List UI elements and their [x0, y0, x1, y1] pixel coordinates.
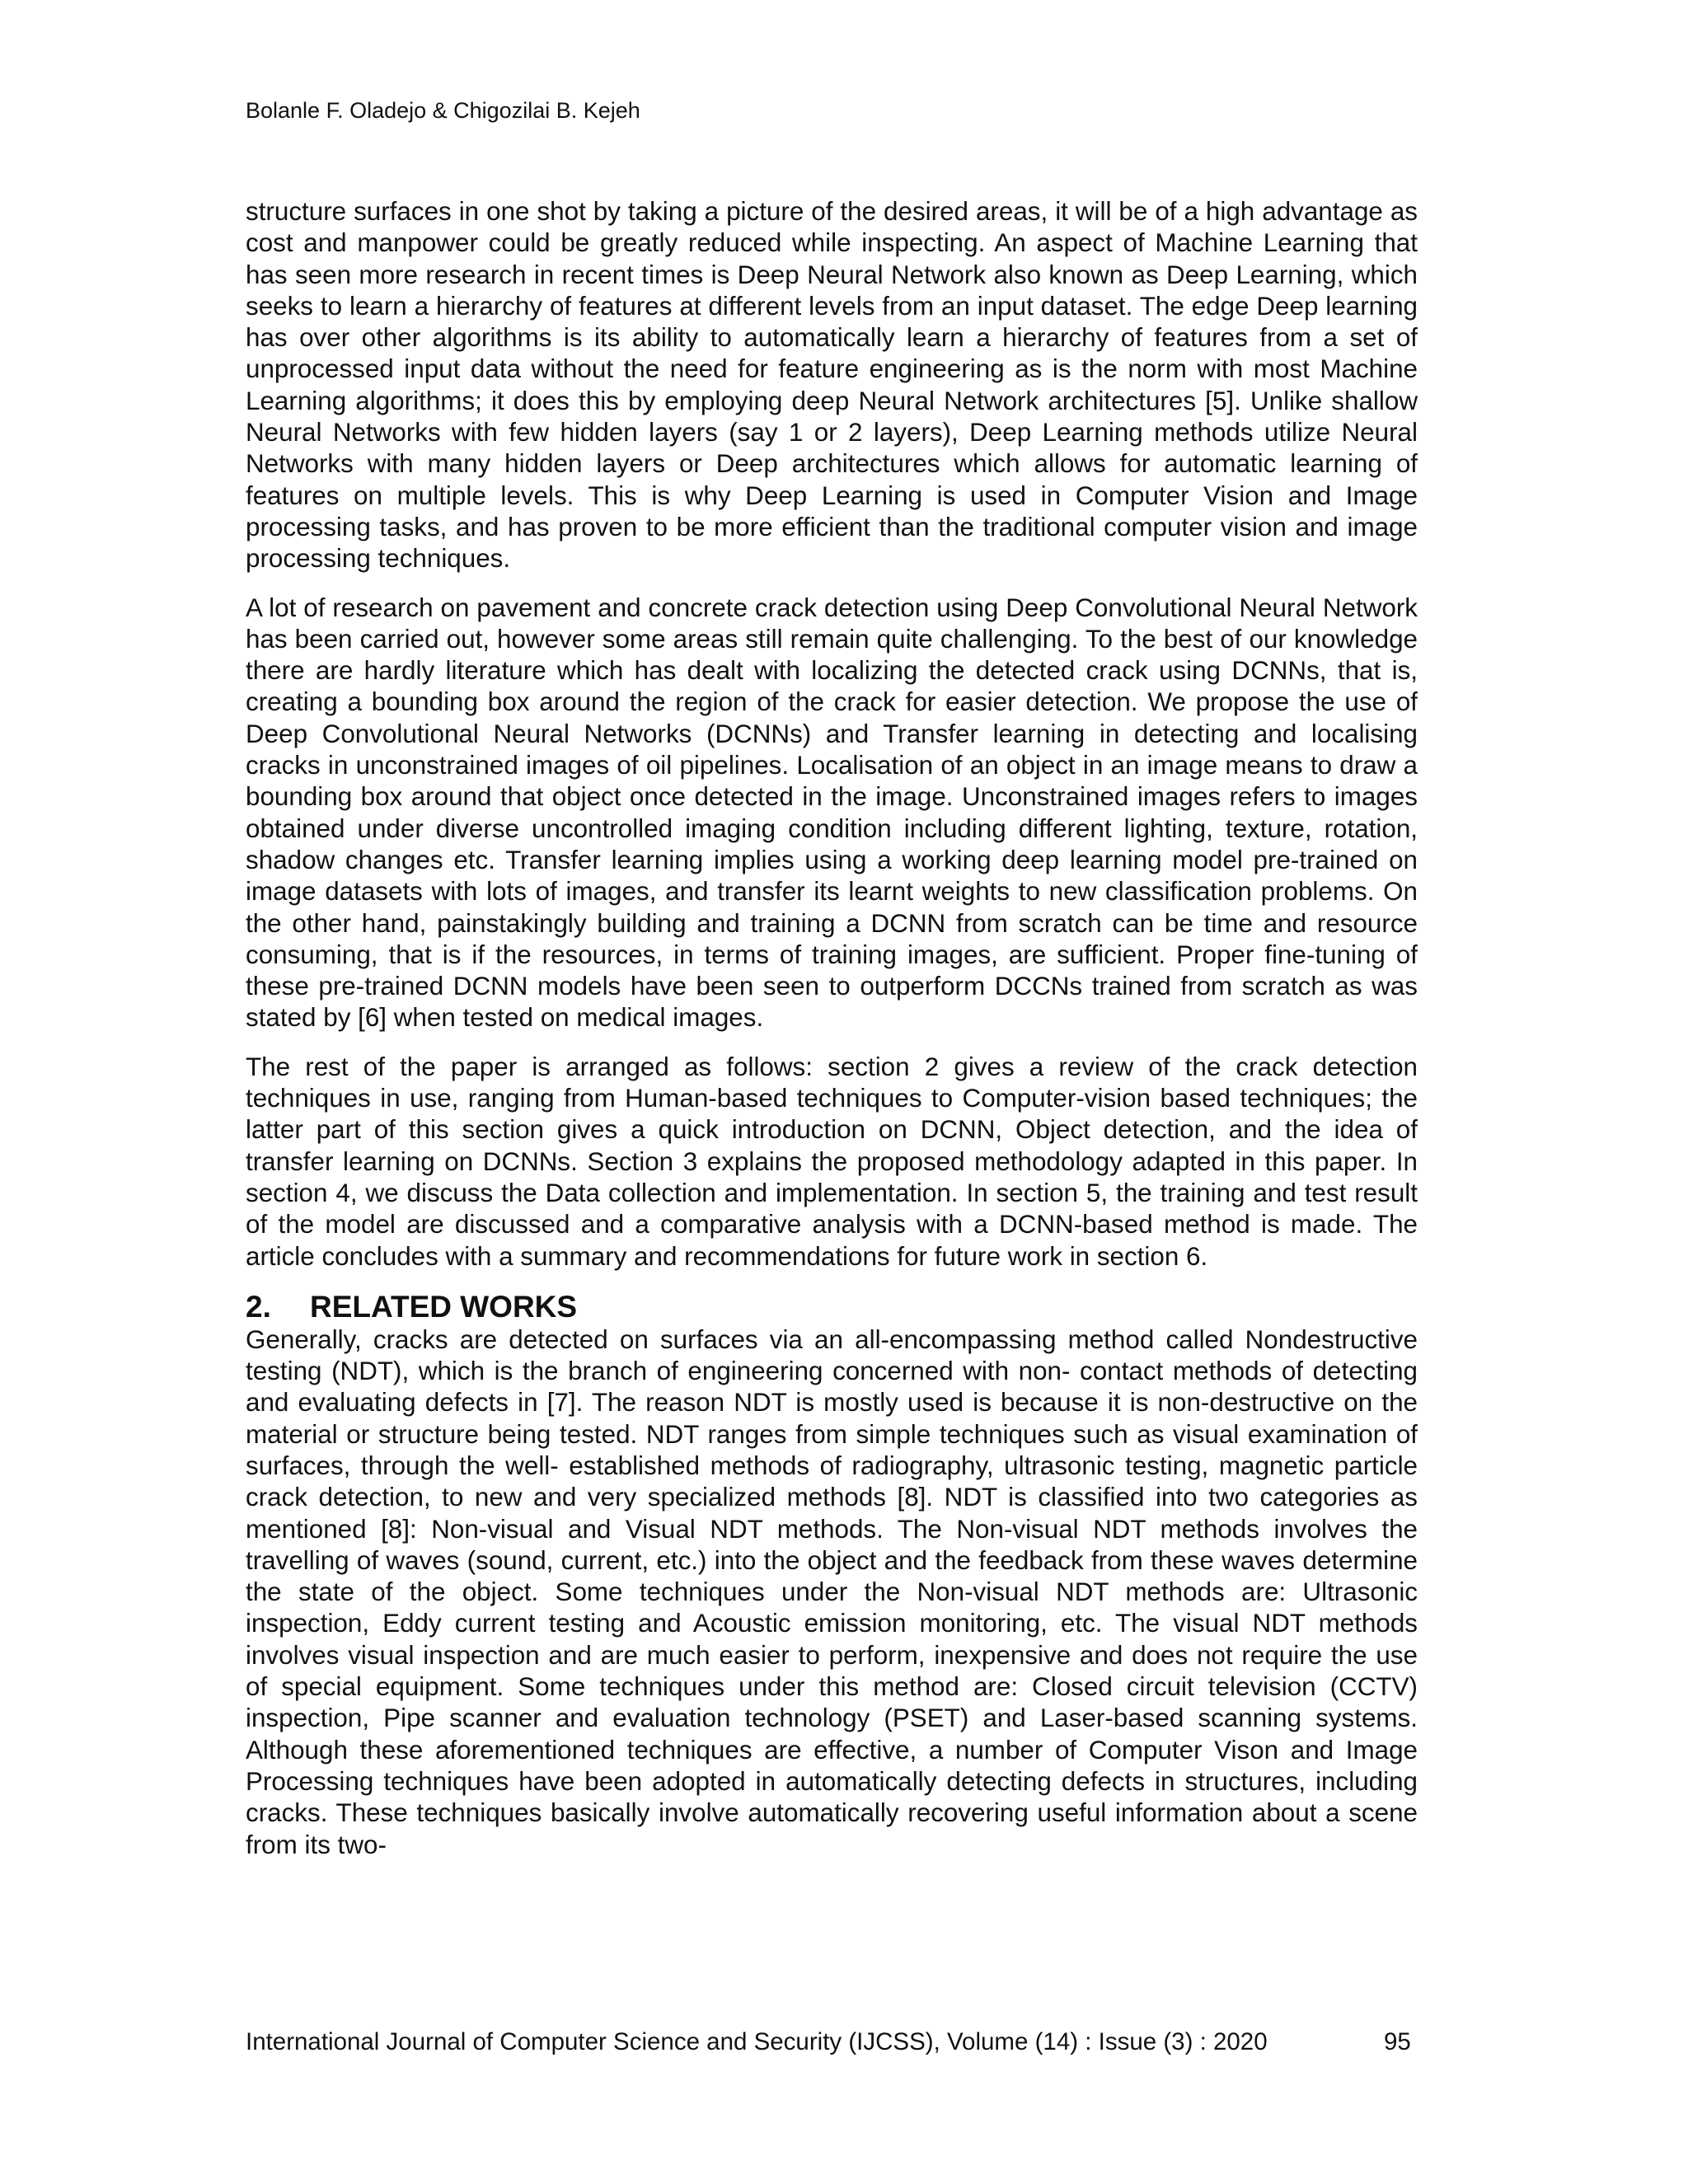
section-number: 2.: [246, 1289, 271, 1324]
header-authors: Bolanle F. Oladejo & Chigozilai B. Kejeh: [246, 98, 640, 123]
section-heading-related-works: [246, 1290, 1418, 1324]
footer-journal-citation: International Journal of Computer Science and Security (IJCSS), Volume (14) : Issue (3) : 2020: [246, 2028, 1268, 2055]
body-paragraph-3: The rest of the paper is arranged as follows: section 2 gives a review of the crack detection techniques in use, ranging from Human-based techniques to Computer-vision based techniques; the latter part of this section gives a quick introduction on DCNN, Object detection, and the idea of transfer learning on DCNNs. Section 3 explains the proposed methodology adapted in this paper. In section 4, we discuss the Data collection and implementation. In section 5, the training and test result of the model are discussed and a comparative analysis with a DCNN-based method is made. The article concludes with a summary and recommendations for future work in section 6.: [246, 1052, 1418, 1271]
section-title: RELATED WORKS: [310, 1289, 578, 1324]
page-body: [246, 196, 1418, 1878]
related-works-paragraph: Generally, cracks are detected on surfaces via an all-encompassing method called Nondestructive testing (NDT), which is the branch of engineering concerned with non- contact methods of detecting and evaluating defects in [7]. The reason NDT is mostly used is because it is non-destructive on the material or structure being tested. NDT ranges from simple techniques such as visual examination of surfaces, through the well- established methods of radiography, ultrasonic testing, magnetic particle crack detection, to new and very specialized methods [8]. NDT is classified into two categories as mentioned [8]: Non-visual and Visual NDT methods. The Non-visual NDT methods involves the travelling of waves (sound, current, etc.) into the object and the feedback from these waves determine the state of the object. Some techniques under the Non-visual NDT methods are: Ultrasonic inspection, Eddy current testing and Acoustic emission monitoring, etc. The visual NDT methods involves visual inspection and are much easier to perform, inexpensive and does not require the use of special equipment. Some techniques under this method are: Closed circuit television (CCTV) inspection, Pipe scanner and evaluation technology (PSET) and Laser-based scanning systems. Although these aforementioned techniques are effective, a number of Computer Vison and Image Processing techniques have been adopted in automatically detecting defects in structures, including cracks. These techniques basically involve automatically recovering useful information about a scene from its two-: [246, 1324, 1418, 1859]
body-paragraph-2: A lot of research on pavement and concrete crack detection using Deep Convolutional Neural Network has been carried out, however some areas still remain quite challenging. To the best of our knowledge there are hardly literature which has dealt with localizing the detected crack using DCNNs, that is, creating a bounding box around the region of the crack for easier detection. We propose the use of Deep Convolutional Neural Networks (DCNNs) and Transfer learning in detecting and localising cracks in unconstrained images of oil pipelines. Localisation of an object in an image means to draw a bounding box around that object once detected in the image. Unconstrained images refers to images obtained under diverse uncontrolled imaging condition including different lighting, texture, rotation, shadow changes etc. Transfer learning implies using a working deep learning model pre-trained on image datasets with lots of images, and transfer its learnt weights to new classification problems. On the other hand, painstakingly building and training a DCNN from scratch can be time and resource consuming, that is if the resources, in terms of training images, are sufficient. Proper fine-tuning of these pre-trained DCNN models have been seen to outperform DCCNs trained from scratch as was stated by [6] when tested on medical images.: [246, 593, 1418, 1033]
page-number: 95: [1384, 2028, 1411, 2055]
body-paragraph-1: structure surfaces in one shot by taking a picture of the desired areas, it will be of a high advantage as cost and manpower could be greatly reduced while inspecting. An aspect of Machine Learning that has seen more research in recent times is Deep Neural Network also known as Deep Learning, which seeks to learn a hierarchy of features at different levels from an input dataset. The edge Deep learning has over other algorithms is its ability to automatically learn a hierarchy of features from a set of unprocessed input data without the need for feature engineering as is the norm with most Machine Learning algorithms; it does this by employing deep Neural Network architectures [5]. Unlike shallow Neural Networks with few hidden layers (say 1 or 2 layers), Deep Learning methods utilize Neural Networks with many hidden layers or Deep architectures which allows for automatic learning of features on multiple levels. This is why Deep Learning is used in Computer Vision and Image processing tasks, and has proven to be more efficient than the traditional computer vision and image processing techniques.: [246, 197, 1418, 574]
running-header: [246, 97, 640, 124]
